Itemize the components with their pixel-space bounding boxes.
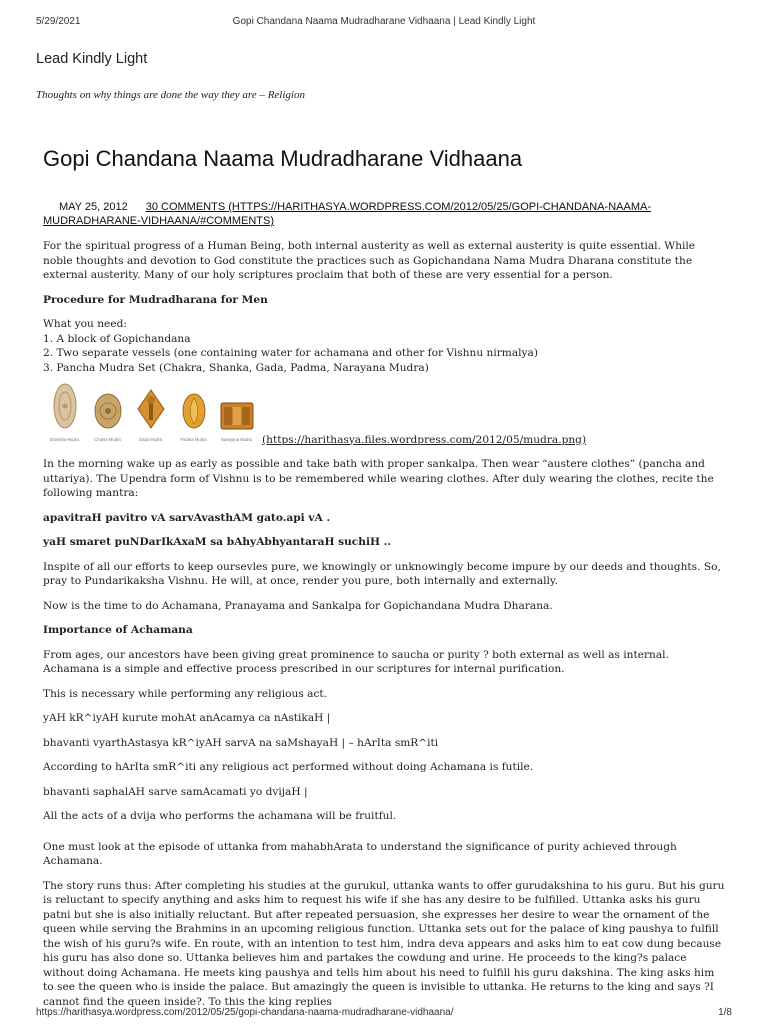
shloka-line: bhavanti saphalAH sarve samAcamati yo dvijaH | (43, 785, 308, 798)
mudra-item (172, 392, 215, 448)
necessary-paragraph: This is necessary while performing any religious act. (43, 687, 328, 700)
gada-mudra-icon (136, 388, 166, 430)
comments-link[interactable]: 30 COMMENTS (HTTPS://HARITHASYA.WORDPRESS.COM/2012/05/25/GOPI-CHANDANA-NAAMA-MUDRADHARANE-VIDHAANA/#COMMENTS) (43, 201, 651, 227)
mudra-item (86, 392, 129, 448)
post-date[interactable]: MAY 25, 2012 (59, 201, 128, 213)
print-page-number: 1/8 (718, 1007, 732, 1018)
mantra-line: apavitraH pavitro vA sarvAvasthAM gato.api vA . (43, 511, 331, 524)
shloka-line: bhavanti vyarthAstasya kR^iyAH sarvA na saMshayaH | – hArIta smR^iti (43, 736, 439, 749)
print-url: https://harithasya.wordpress.com/2012/05/25/gopi-chandana-naama-mudradharane-vidhaana/ (36, 1007, 454, 1018)
mudra-caption: Chakra Mudra (94, 436, 121, 442)
list-item: 3. Pancha Mudra Set (Chakra, Shanka, Gada, Padma, Narayana Mudra) (43, 361, 429, 374)
story-paragraph: The story runs thus: After completing his studies at the gurukul, uttanka wants to offer gurudakshina to his guru. But his guru is reluctant to specify anything and asks him to request his wife if she has any desire to be fulfilled. Uttanka asks his guru patni but she is also initially reluctant. But after repeated persuasion, she expresses her desire to wear the ornament of the queen while serving the Brahmins in an upcoming religious function. Uttanka sets out for the palace of king paushya to fulfill the wish of his guru?s wife. En route, with an intention to test him, indra deva appears and asks him to eat cow dung because his guru has also done so. Uttanka believes him and partakes the cowdung and urine. He proceeds to the king?s palace without doing Achamana. He meets king paushya and tells him about his need to fulfill his guru dakshina. The king asks him to see the queen who is inside the palace. But amazingly the queen is invisible to uttanka. He returns to the king and says ?I cannot find the queen inside?. To this the king replies (43, 879, 725, 1008)
chakra-mudra-icon (93, 392, 123, 430)
site-title[interactable]: Lead Kindly Light (36, 51, 148, 67)
ages-paragraph: From ages, our ancestors have been giving great prominence to saucha or purity ? both external as well as internal. Achamana is a simple and effective process prescribed in our scriptures for internal purification. (43, 648, 669, 675)
post-title: Gopi Chandana Naama Mudradharane Vidhaana (43, 146, 523, 171)
mudra-image-link-wrap (262, 433, 586, 448)
mudra-item (215, 400, 258, 448)
episode-paragraph: One must look at the episode of uttanka from mahabhArata to understand the significance of purity achieved through Achamana. (43, 840, 677, 867)
list-item: 1. A block of Gopichandana (43, 332, 191, 345)
procedure-heading: Procedure for Mudradharana for Men (43, 293, 268, 306)
mudra-caption: Padma Mudra (180, 436, 207, 442)
padma-mudra-icon (181, 392, 207, 430)
site-tagline: Thoughts on why things are done the way they are – Religion (36, 89, 305, 101)
fruitful-paragraph: All the acts of a dvija who performs the achamana will be fruitful. (43, 810, 397, 822)
shankha-mudra-icon (52, 382, 78, 430)
achamana-heading: Importance of Achamana (43, 624, 193, 636)
mudra-item (43, 382, 86, 448)
needs-label: What you need: (43, 318, 127, 330)
mudra-caption: Gada Mudra (138, 436, 163, 442)
print-page-title: Gopi Chandana Naama Mudradharane Vidhaana | Lead Kindly Light (232, 16, 536, 27)
intro-paragraph: For the spiritual progress of a Human Being, both internal austerity as well as external austerity is quite essential. While noble thoughts and devotion to God constitute the practices such as Gopichandana Nama Mudra Dharana constitute the external austerity. Many of our holy scriptures proclaim that both of these are very essential for a person. (43, 240, 696, 281)
mudra-image[interactable] (43, 383, 726, 447)
post-meta (43, 200, 703, 228)
print-date: 5/29/2021 (36, 16, 81, 27)
mantra-line: yaH smaret puNDarIkAxaM sa bAhyAbhyantaraH suchiH .. (43, 536, 392, 548)
list-item: 2. Two separate vessels (one containing water for achamana and other for Vishnu nirmalya) (43, 347, 538, 359)
mudra-caption: Shankha Mudra (49, 436, 80, 442)
mudra-image-link[interactable]: (https://harithasya.files.wordpress.com/2012/05/mudra.png) (262, 433, 587, 446)
inspite-paragraph: Inspite of all our efforts to keep oursevles pure, we knowingly or unknowingly become impure by our deeds and thoughts. So, pray to Pundarikaksha Vishnu. He will, at once, render you pure, both internally and externally. (43, 560, 721, 587)
narayana-mudra-icon (220, 400, 254, 430)
mudra-item (129, 388, 172, 448)
morning-paragraph: In the morning wake up as early as possible and take bath with proper sankalpa. Then wear “austere clothes” (pancha and uttariya). The Upendra form of Vishnu is to be remembered while wearing clothes. After duly wearing the clothes, recite the following mantra: (43, 458, 714, 499)
post-content (43, 239, 726, 1019)
needs-list (43, 317, 726, 375)
shloka-line: yAH kR^iyAH kurute mohAt anAcamya ca nAstikaH | (43, 712, 331, 724)
according-paragraph: According to hArIta smR^iti any religious act performed without doing Achamana is futile. (43, 761, 534, 773)
mudra-caption: Narayana Mudra (220, 436, 253, 442)
now-paragraph: Now is the time to do Achamana, Pranayama and Sankalpa for Gopichandana Mudra Dharana. (43, 599, 553, 612)
